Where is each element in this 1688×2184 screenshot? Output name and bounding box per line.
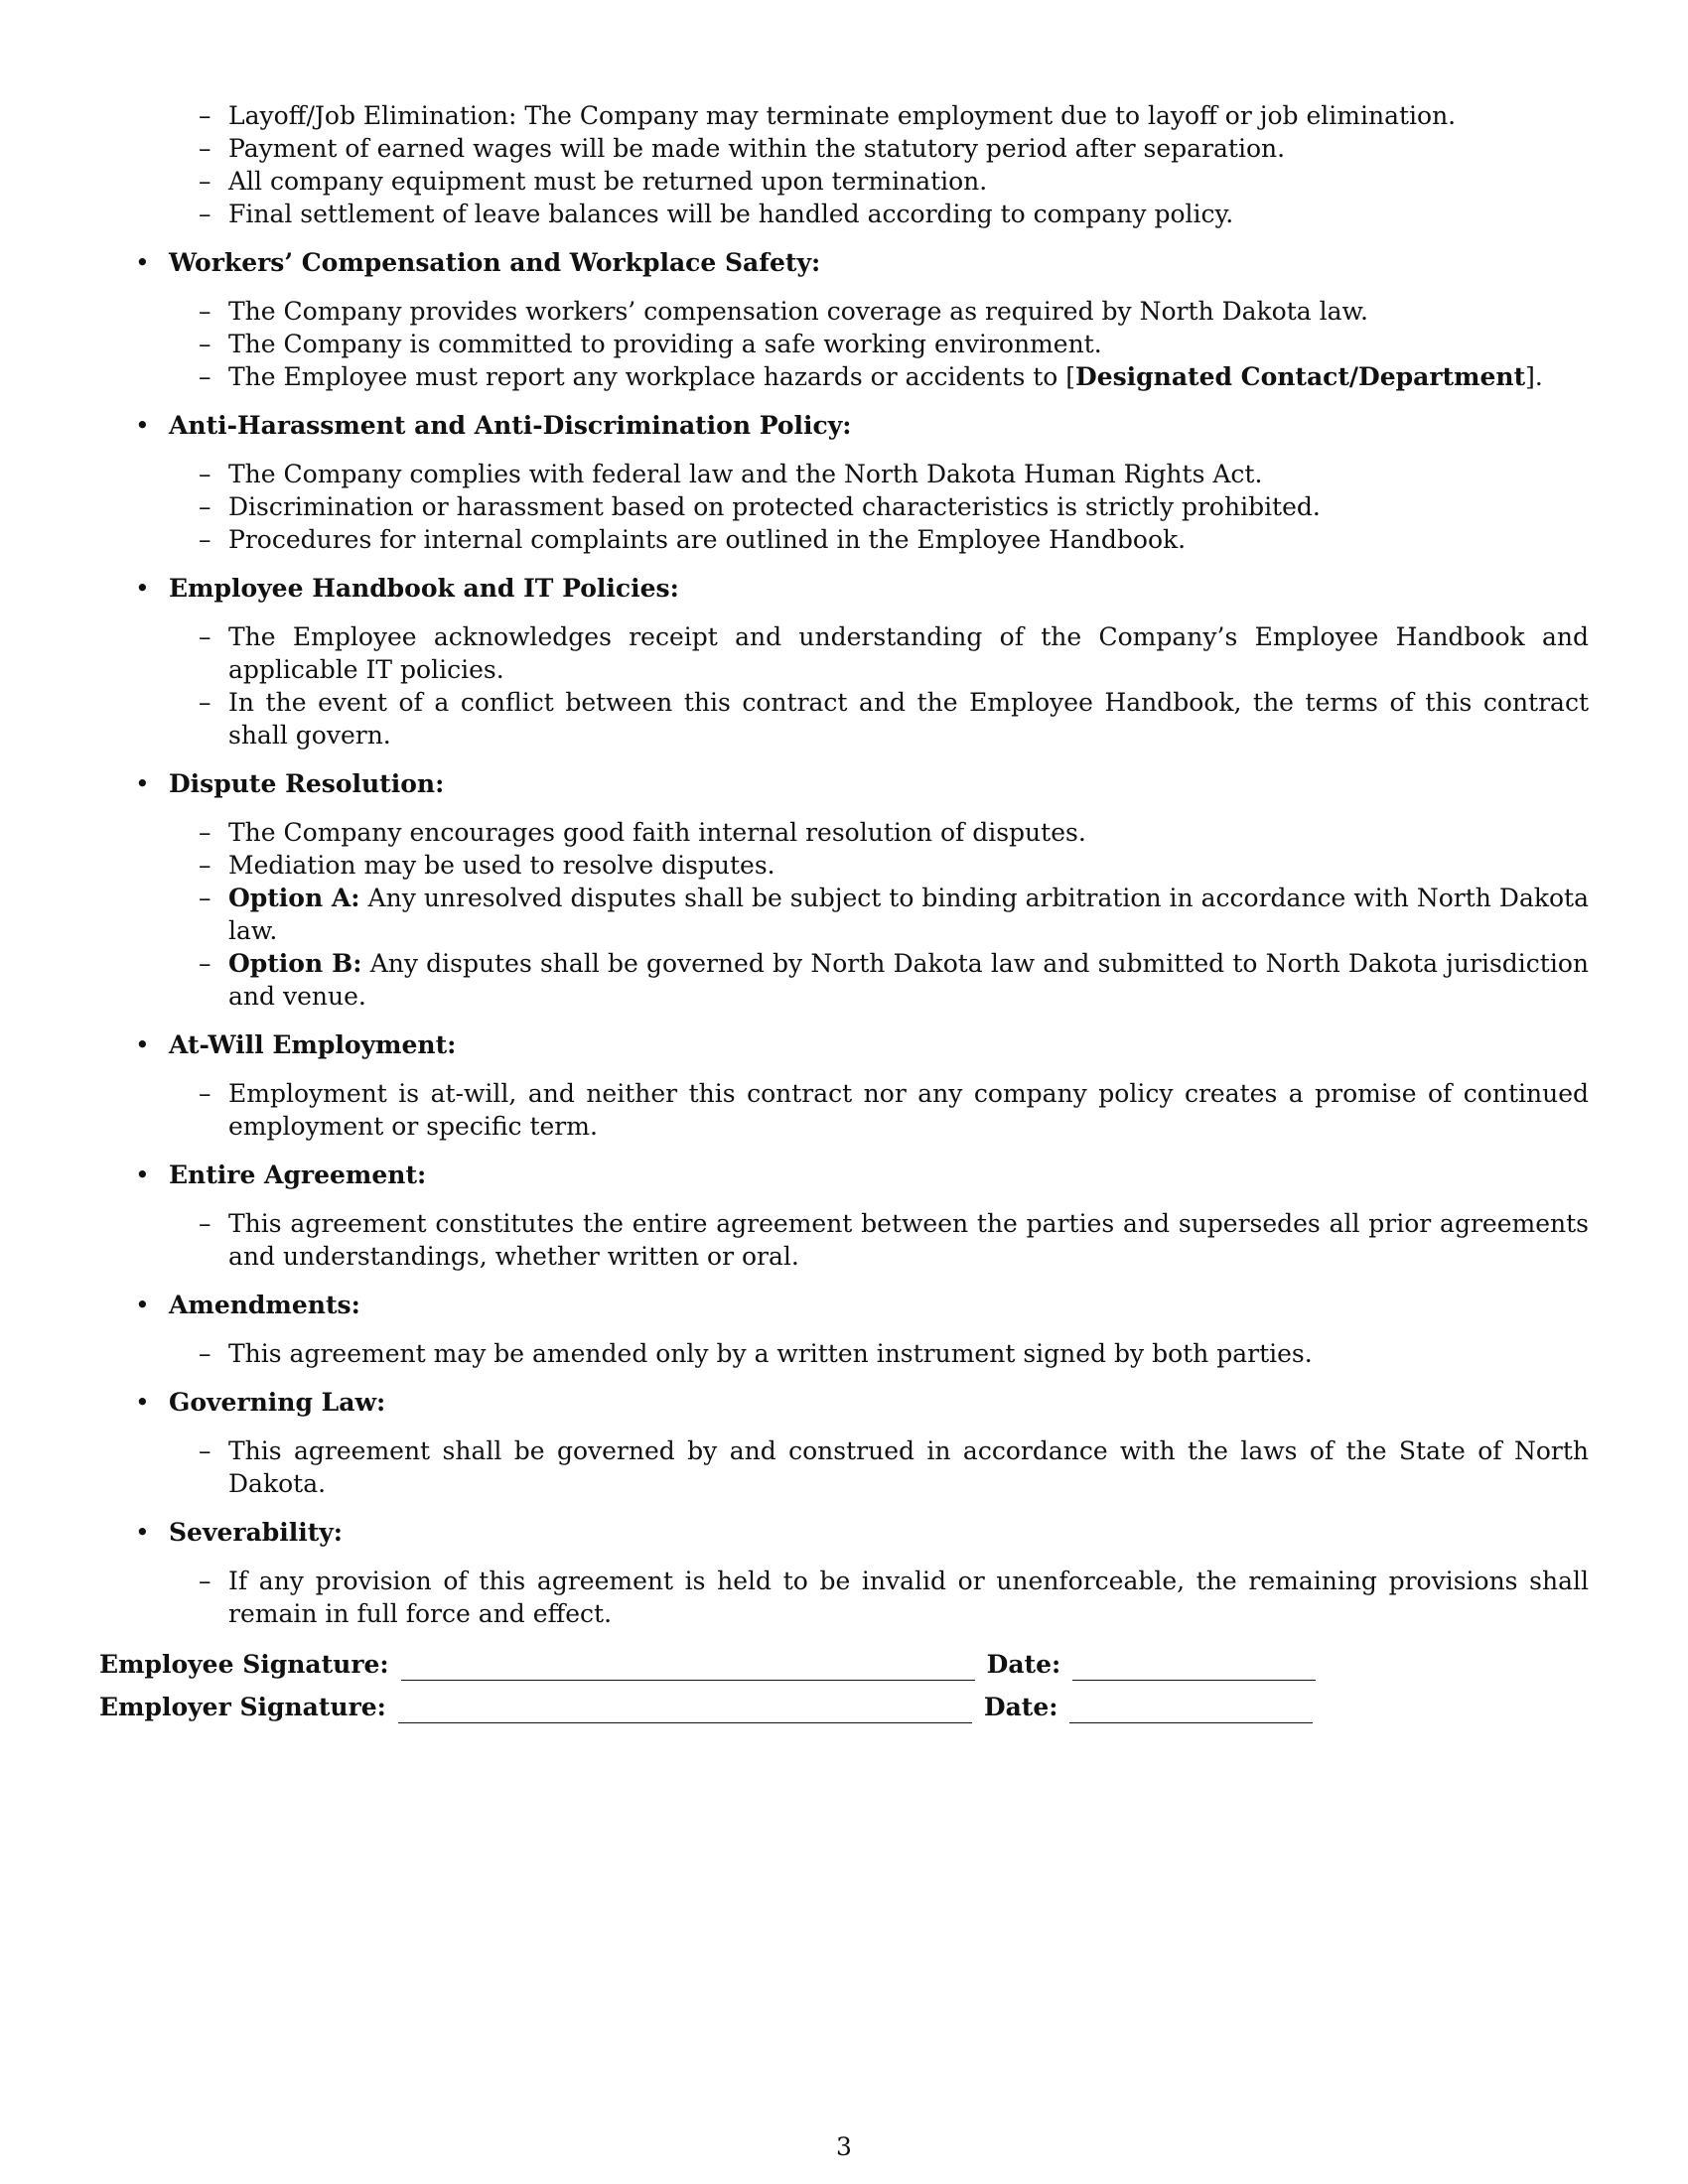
section-amendments: [99, 1289, 1589, 1370]
section-workers-compensation: [99, 246, 1589, 393]
signature-block: [99, 1638, 1589, 1723]
section-heading: • At-Will Employment:: [99, 1028, 1589, 1061]
page-content: [99, 99, 1589, 1723]
section-employee-handbook: [99, 572, 1589, 751]
section-heading: • Workers’ Compensation and Workplace Safety:: [99, 246, 1589, 279]
option-a-label: Option A:: [228, 884, 360, 912]
list-item: – This agreement constitutes the entire agreement between the parties and supersedes all prior agreements and understandings, whether written or oral.: [228, 1207, 1589, 1273]
section-heading: • Entire Agreement:: [99, 1159, 1589, 1191]
hazard-text-prefix: The Employee must report any workplace hazards or accidents to [: [228, 362, 1076, 391]
list-item: – This agreement shall be governed by and construed in accordance with the laws of the State of North Dakota.: [228, 1434, 1589, 1500]
section-severability: [99, 1516, 1589, 1630]
employer-date-label: Date:: [983, 1693, 1058, 1721]
list-item: – In the event of a conflict between this contract and the Employee Handbook, the terms of this contract shall govern.: [228, 686, 1589, 751]
employer-signature-line[interactable]: [398, 1697, 972, 1723]
employee-signature-line[interactable]: [401, 1654, 975, 1681]
section-heading: • Anti-Harassment and Anti-Discrimination Policy:: [99, 409, 1589, 442]
list-item: – Procedures for internal complaints are outlined in the Employee Handbook.: [228, 523, 1589, 556]
list-item: – The Company is committed to providing a safe working environment.: [228, 328, 1589, 360]
section-at-will: [99, 1028, 1589, 1143]
list-item: [228, 360, 1589, 393]
employee-signature-label: Employee Signature:: [99, 1650, 389, 1679]
section-subitems: [99, 295, 1589, 393]
section-anti-harassment: [99, 409, 1589, 556]
employee-date-line[interactable]: [1072, 1654, 1316, 1681]
employer-signature-row: [99, 1681, 1589, 1723]
section-entire-agreement: [99, 1159, 1589, 1273]
section-list: [99, 246, 1589, 1630]
list-item: – The Employee acknowledges receipt and understanding of the Company’s Employee Handbook and applicable IT policies.: [228, 620, 1589, 686]
section-governing-law: [99, 1386, 1589, 1500]
section-heading: • Governing Law:: [99, 1386, 1589, 1419]
list-item: – Final settlement of leave balances will be handled according to company policy.: [228, 198, 1589, 230]
list-item: – The Company provides workers’ compensation coverage as required by North Dakota law.: [228, 295, 1589, 328]
list-item: – If any provision of this agreement is held to be invalid or unenforceable, the remaining provisions shall remain in full force and effect.: [228, 1565, 1589, 1630]
section-heading: • Amendments:: [99, 1289, 1589, 1321]
employee-signature-row: [99, 1638, 1589, 1681]
list-item: – Discrimination or harassment based on protected characteristics is strictly prohibited.: [228, 490, 1589, 523]
page-number: 3: [836, 2132, 852, 2161]
list-item: – This agreement may be amended only by a written instrument signed by both parties.: [228, 1337, 1589, 1370]
list-item: [228, 947, 1589, 1013]
designated-contact-placeholder: Designated Contact/Department: [1075, 362, 1526, 391]
employer-date-line[interactable]: [1069, 1697, 1313, 1723]
section-dispute-resolution: [99, 767, 1589, 1013]
section-subitems: [99, 1207, 1589, 1273]
section-subitems: [99, 1565, 1589, 1630]
employee-date-label: Date:: [986, 1650, 1061, 1679]
hazard-text-suffix: ].: [1525, 362, 1543, 391]
list-item: – The Company complies with federal law and the North Dakota Human Rights Act.: [228, 458, 1589, 490]
section-subitems: [99, 816, 1589, 1013]
option-b-text: Any disputes shall be governed by North Dakota law and submitted to North Dakota jurisdiction and venue.: [228, 949, 1590, 1011]
employer-signature-label: Employer Signature:: [99, 1693, 386, 1721]
list-item: – All company equipment must be returned upon termination.: [228, 165, 1589, 198]
list-item: – Payment of earned wages will be made within the statutory period after separation.: [228, 132, 1589, 165]
option-b-label: Option B:: [228, 949, 362, 978]
list-item: – Employment is at-will, and neither this contract nor any company policy creates a promise of continued employment or specific term.: [228, 1077, 1589, 1143]
list-item: – The Company encourages good faith internal resolution of disputes.: [228, 816, 1589, 849]
section-subitems: [99, 1337, 1589, 1370]
list-item: – Layoff/Job Elimination: The Company may terminate employment due to layoff or job elimination.: [228, 99, 1589, 132]
option-a-text: Any unresolved disputes shall be subject to binding arbitration in accordance with North Dakota law.: [228, 884, 1589, 945]
section-heading: • Severability:: [99, 1516, 1589, 1549]
section-heading: • Employee Handbook and IT Policies:: [99, 572, 1589, 605]
section-subitems: [99, 1434, 1589, 1500]
section-subitems: [99, 620, 1589, 751]
termination-subitems: [99, 99, 1589, 230]
list-item: – Mediation may be used to resolve disputes.: [228, 849, 1589, 882]
section-heading: • Dispute Resolution:: [99, 767, 1589, 800]
list-item: [228, 882, 1589, 947]
section-subitems: [99, 458, 1589, 556]
section-subitems: [99, 1077, 1589, 1143]
